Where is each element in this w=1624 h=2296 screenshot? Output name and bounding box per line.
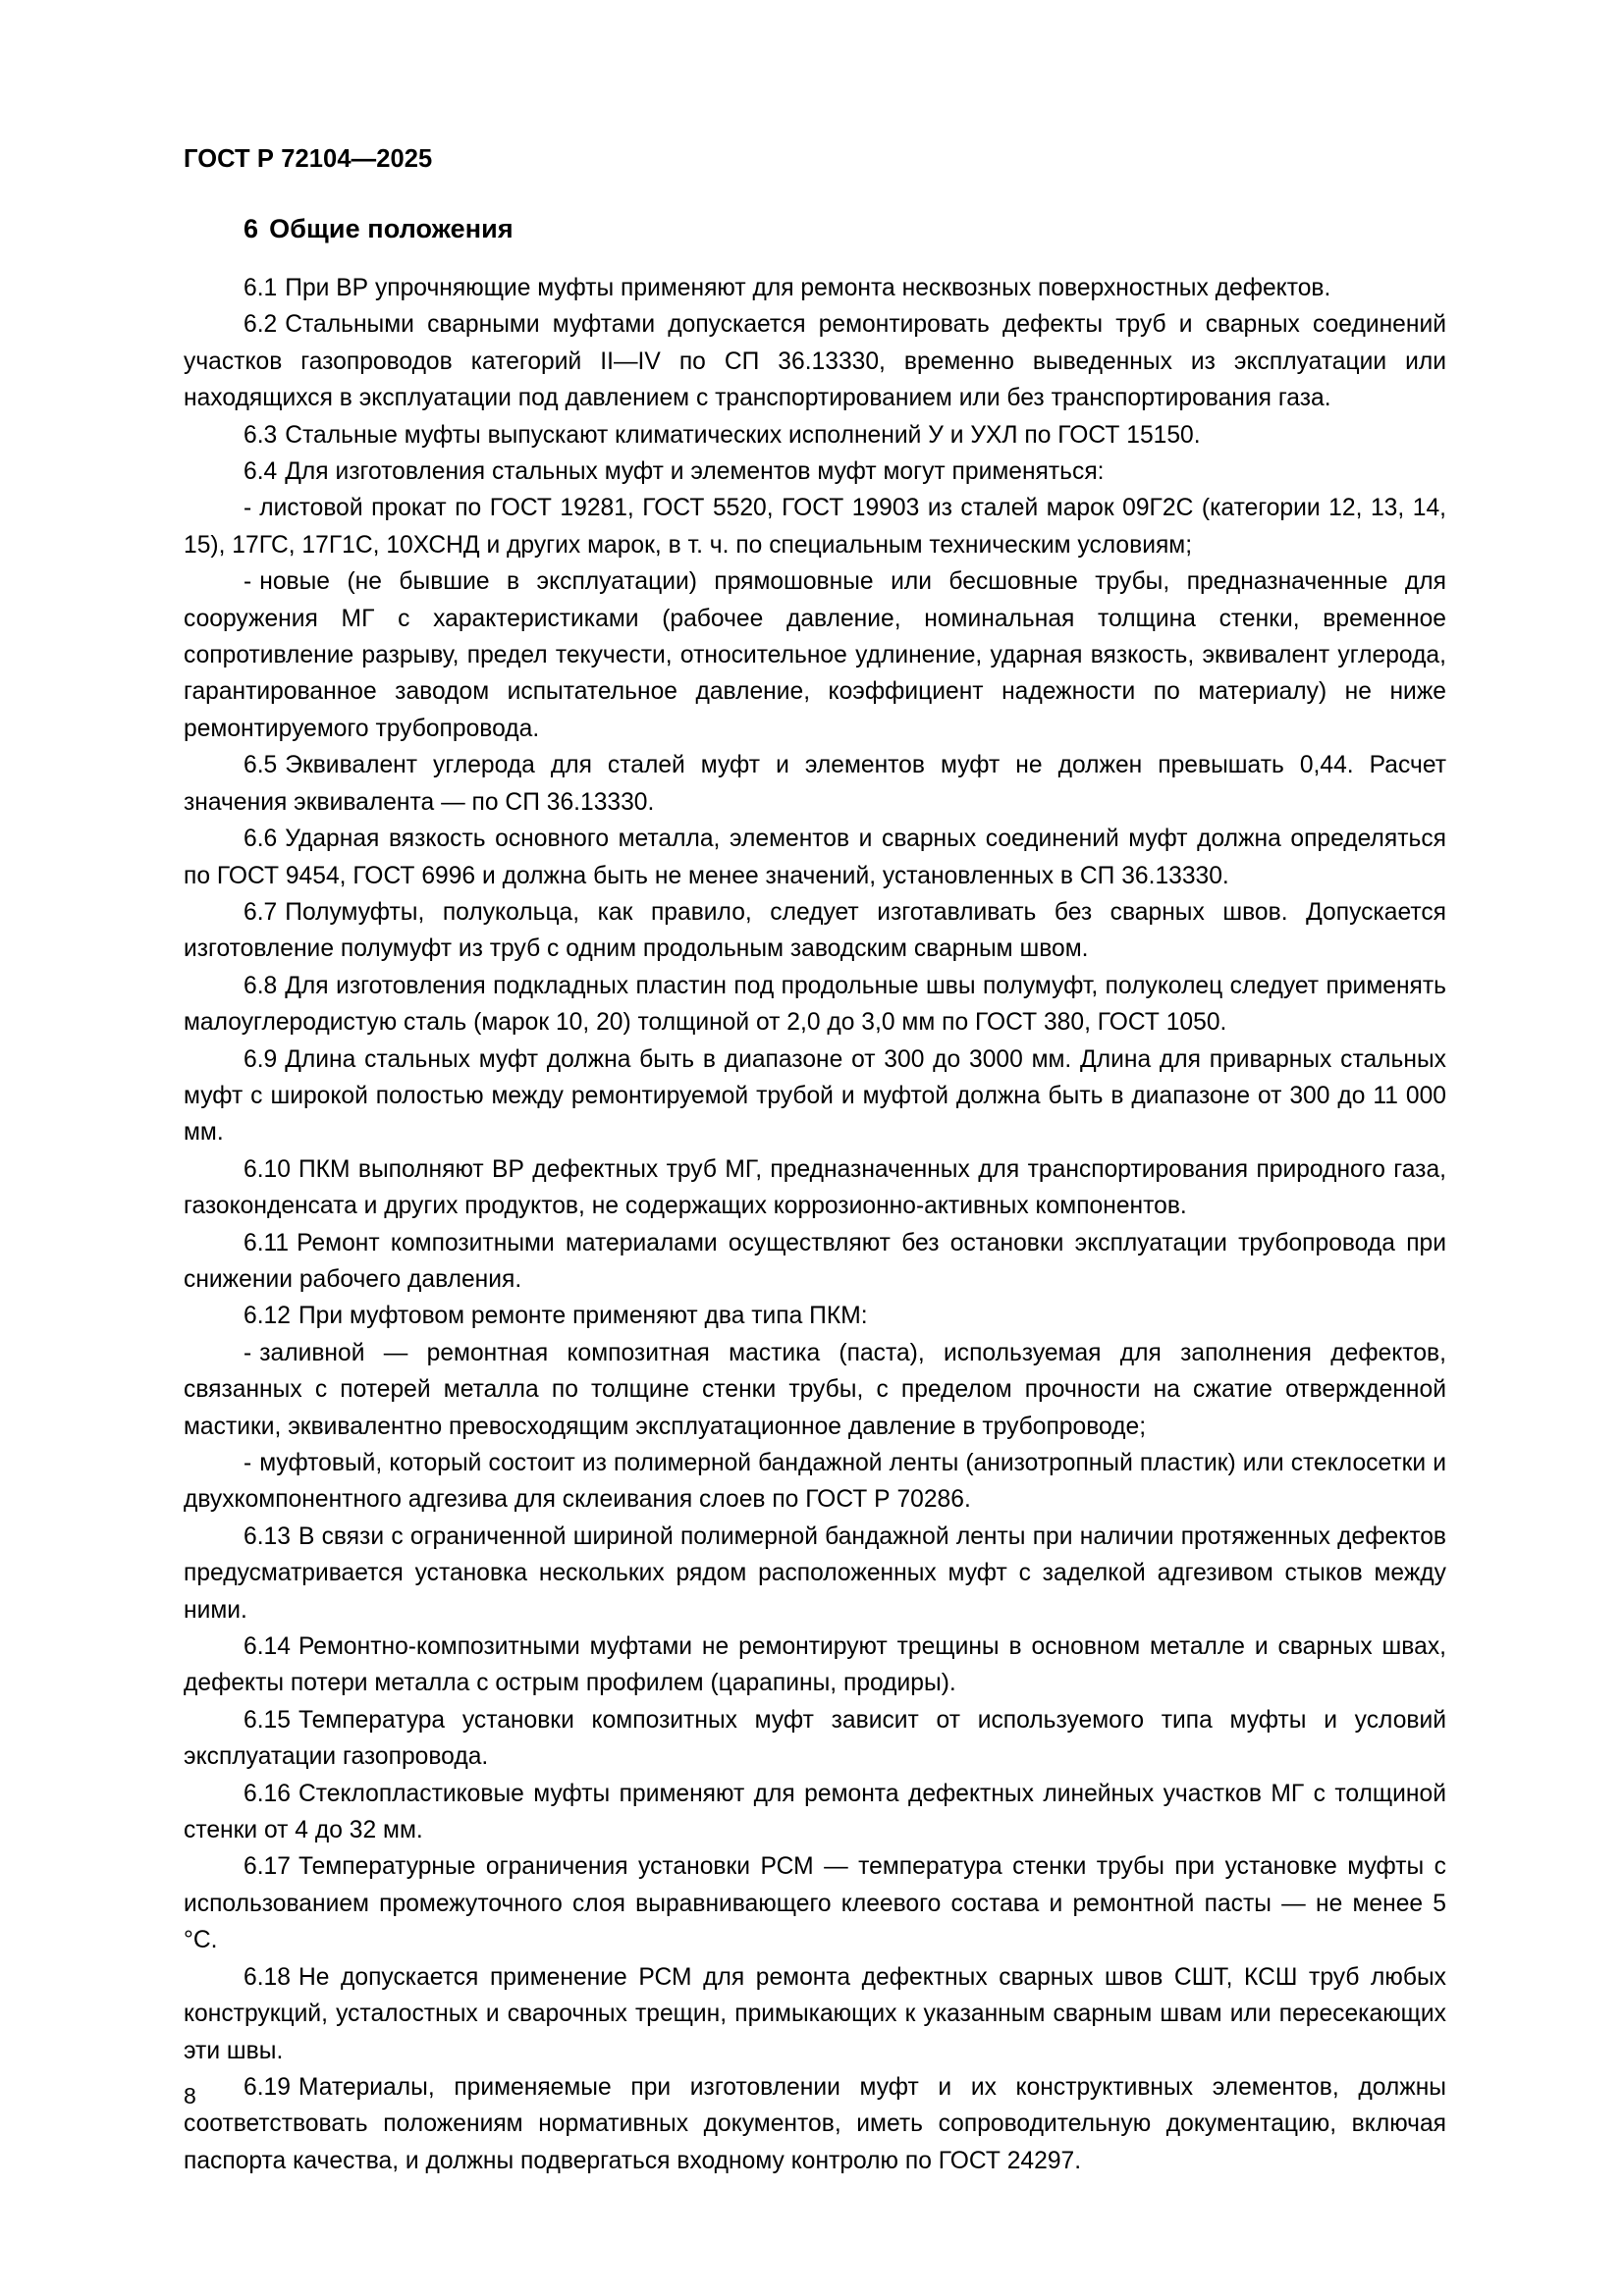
list-bullet: -	[244, 1339, 252, 1366]
clause-text: Длина стальных муфт должна быть в диапазоне от 300 до 3000 мм. Длина для приварных стальных муфт с широкой полостью между ремонтируемой трубой и муфтой должна быть в диапазоне от 300 до 11 000 мм.	[184, 1045, 1446, 1147]
document-body	[184, 214, 1446, 2179]
clause-paragraph	[184, 821, 1446, 894]
clause-text: Эквивалент углерода для сталей муфт и элементов муфт не должен превышать 0,44. Расчет значения эквивалента — по СП 36.13330.	[184, 752, 1446, 816]
clause-number: 6.12	[244, 1303, 291, 1330]
clause-number: 6.8	[244, 972, 278, 999]
clause-paragraph	[184, 894, 1446, 968]
clause-number: 6.7	[244, 898, 278, 926]
clause-paragraph	[184, 1041, 1446, 1151]
clause-list	[184, 270, 1446, 2179]
clause-text: Стеклопластиковые муфты применяют для ремонта дефектных линейных участков МГ с толщиной стенки от 4 до 32 мм.	[184, 1780, 1446, 1844]
list-item	[184, 563, 1446, 747]
clause-number: 6.5	[244, 752, 278, 779]
clause-paragraph	[184, 1776, 1446, 1849]
list-bullet: -	[244, 1450, 252, 1476]
list-bullet: -	[244, 495, 252, 522]
clause-text: Для изготовления подкладных пластин под продольные швы полумуфт, полуколец следует применять малоуглеродистую сталь (марок 10, 20) толщиной от 2,0 до 3,0 мм по ГОСТ 380, ГОСТ 1050.	[184, 972, 1446, 1037]
clause-text: новые (не бывшие в эксплуатации) прямошовные или бесшовные трубы, предназначенные для сооружения МГ с характеристиками (рабочее давление, номинальная толщина стенки, временное сопротивление разрыву, предел текучести, относительное удлинение, ударная вязкость, эквивалент углерода, гарантированное заводом испытательное давление, коэффициент надежности по материалу) не ниже ремонтируемого трубопровода.	[184, 568, 1446, 742]
page-number: 8	[184, 2083, 196, 2109]
clause-number: 6.1	[244, 275, 278, 301]
list-bullet: -	[244, 568, 252, 596]
clause-paragraph	[184, 1298, 1446, 1334]
clause-number: 6.15	[244, 1706, 291, 1734]
clause-text: Температура установки композитных муфт зависит от используемого типа муфты и условий эксплуатации газопровода.	[184, 1706, 1446, 1771]
clause-text: Ремонт композитными материалами осуществляют без остановки эксплуатации трубопровода при снижении рабочего давления.	[184, 1229, 1446, 1293]
clause-text: Материалы, применяемые при изготовлении муфт и их конструктивных элементов, должны соответствовать положениям нормативных документов, иметь сопроводительную документацию, включая паспорта качества, и должны подвергаться входному контролю по ГОСТ 24297.	[184, 2073, 1446, 2174]
clause-text: При муфтовом ремонте применяют два типа ПКМ:	[298, 1303, 868, 1330]
clause-text: ПКМ выполняют ВР дефектных труб МГ, предназначенных для транспортирования природного газа, газоконденсата и других продуктов, не содержащих коррозионно-активных компонентов.	[184, 1155, 1446, 1220]
clause-paragraph	[184, 968, 1446, 1041]
clause-text: Для изготовления стальных муфт и элементов муфт могут применяться:	[285, 458, 1105, 486]
clause-number: 6.6	[244, 826, 278, 853]
clause-paragraph	[184, 1151, 1446, 1225]
clause-text: Не допускается применение РСМ для ремонта дефектных сварных швов СШТ, КСШ труб любых конструкций, усталостных и сварочных трещин, примыкающих к указанным сварным швам или пересекающих эти швы.	[184, 1963, 1446, 2064]
list-item	[184, 1445, 1446, 1519]
clause-number: 6.17	[244, 1853, 291, 1881]
section-heading	[184, 214, 1446, 244]
clause-text: листовой прокат по ГОСТ 19281, ГОСТ 5520, ГОСТ 19903 из сталей марок 09Г2С (категории 12, 13, 14, 15), 17ГС, 17Г1С, 10ХСНД и других марок, в т. ч. по специальным техническим условиям;	[184, 495, 1446, 559]
clause-paragraph	[184, 1225, 1446, 1299]
clause-number: 6.13	[244, 1522, 291, 1550]
clause-text: заливной — ремонтная композитная мастика (паста), используемая для заполнения дефектов, связанных с потерей металла по толщине стенки трубы, с пределом прочности на сжатие отвержденной мастики, эквивалентно превосходящим эксплуатационное давление в трубопроводе;	[184, 1339, 1446, 1440]
clause-number: 6.14	[244, 1633, 291, 1661]
clause-text: Полумуфты, полукольца, как правило, следует изготавливать без сварных швов. Допускается изготовление полумуфт из труб с одним продольным заводским сварным швом.	[184, 898, 1446, 963]
clause-text: В связи с ограниченной шириной полимерной бандажной ленты при наличии протяженных дефектов предусматривается установка нескольких рядом расположенных муфт с заделкой адгезивом стыков между ними.	[184, 1522, 1446, 1624]
clause-text: Ударная вязкость основного металла, элементов и сварных соединений муфт должна определяться по ГОСТ 9454, ГОСТ 6996 и должна быть не менее значений, установленных в СП 36.13330.	[184, 826, 1446, 889]
clause-paragraph	[184, 1848, 1446, 1958]
clause-paragraph	[184, 2069, 1446, 2179]
clause-number: 6.3	[244, 421, 278, 449]
clause-paragraph	[184, 1702, 1446, 1776]
clause-number: 6.19	[244, 2073, 291, 2101]
clause-paragraph	[184, 454, 1446, 490]
clause-number: 6.9	[244, 1045, 278, 1073]
clause-text: Температурные ограничения установки РСМ — температура стенки трубы при установке муфты с использованием промежуточного слоя выравнивающего клеевого состава и ремонтной пасты — не менее 5 °C.	[184, 1853, 1446, 1954]
clause-paragraph	[184, 1959, 1446, 2069]
list-item	[184, 490, 1446, 563]
clause-text: Стальными сварными муфтами допускается ремонтировать дефекты труб и сварных соединений участков газопроводов категорий II—IV по СП 36.13330, временно выведенных из эксплуатации или находящихся в эксплуатации под давлением с транспортированием или без транспортирования газа.	[184, 311, 1446, 412]
clause-number: 6.2	[244, 311, 278, 339]
clause-number: 6.10	[244, 1155, 291, 1183]
clause-paragraph	[184, 306, 1446, 416]
section-number: 6	[244, 214, 259, 243]
document-header-standard-number: ГОСТ Р 72104—2025	[184, 145, 433, 173]
section-title-text: Общие положения	[269, 214, 514, 243]
clause-number: 6.11	[244, 1229, 290, 1256]
clause-text: Ремонтно-композитными муфтами не ремонтируют трещины в основном металле и сварных швах, дефекты потери металла с острым профилем (царапины, продиры).	[184, 1633, 1446, 1697]
clause-text: муфтовый, который состоит из полимерной бандажной ленты (анизотропный пластик) или стеклосетки и двухкомпонентного адгезива для склеивания слоев по ГОСТ Р 70286.	[184, 1450, 1446, 1514]
clause-paragraph	[184, 1629, 1446, 1702]
clause-number: 6.16	[244, 1780, 291, 1807]
clause-number: 6.18	[244, 1963, 291, 1991]
clause-number: 6.4	[244, 458, 278, 486]
clause-paragraph	[184, 747, 1446, 821]
clause-text: При ВР упрочняющие муфты применяют для ремонта несквозных поверхностных дефектов.	[285, 275, 1331, 301]
list-item	[184, 1335, 1446, 1445]
clause-paragraph	[184, 1519, 1446, 1629]
clause-paragraph	[184, 270, 1446, 306]
clause-text: Стальные муфты выпускают климатических исполнений У и УХЛ по ГОСТ 15150.	[285, 421, 1201, 449]
clause-paragraph	[184, 417, 1446, 454]
